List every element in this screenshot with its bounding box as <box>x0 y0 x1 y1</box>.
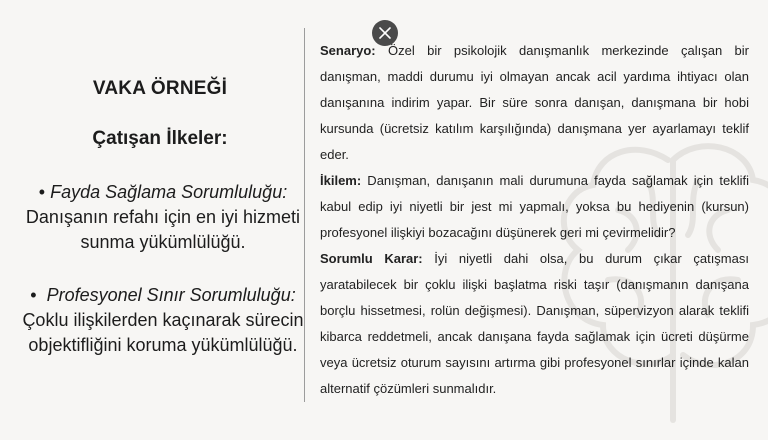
case-text-panel <box>320 38 749 402</box>
scenario-text: Özel bir psikolojik danışmanlık merkezinde çalışan bir danışman, maddi durumu iyi olmayan ancak acil yardıma ihtiyacı olan danışanına indirim yapar. Bir süre sonra danışan, danışmana bir hobi kursunda (ücretsiz katılım karşılığında) danışmana yer ayarlamayı teklif eder. <box>320 43 749 162</box>
divider <box>304 28 305 402</box>
left-panel <box>0 0 304 419</box>
principle-desc: Danışanın refahı için en iyi hizmeti sunma yükümlülüğü. <box>25 207 301 252</box>
scenario-label: Senaryo: <box>320 43 376 58</box>
case-title: VAKA ÖRNEĞİ <box>92 78 228 99</box>
dilemma-label: İkilem: <box>320 173 362 188</box>
principle-item <box>18 180 308 255</box>
dilemma-text: Danışman, danışanın mali durumuna fayda sağlamak için teklifi kabul edip iyi niyetli bir jest mi yapmalı, yoksa bu hediyenin (kursun) profesyonel ilişkiyi bozacağını düşünerek geri mi çevirmelidir? <box>320 173 749 240</box>
principle-name: Fayda Sağlama Sorumluluğu: <box>50 182 288 202</box>
decision-text: İyi niyetli dahi olsa, bu durum çıkar çatışması yaratabilecek bir çoklu ilişki başlatma riski taşır (danışmanın danışana borçlu hissetmesi, rolün değişmesi). Danışman, süpervizyon alarak teklifi kibarca reddetmeli, ancak danışana fayda sağlamak için ücreti düşürme veya ücretsiz oturum sayısını artırma gibi profesyonel sınırlar içinde kalan alternatif çözümleri sunmalıdır. <box>320 251 749 396</box>
principles-title: Çatışan İlkeler: <box>92 128 228 149</box>
principle-desc: Çoklu ilişkilerden kaçınarak sürecin objektifliğini koruma yükümlülüğü. <box>22 310 304 355</box>
bullet-icon: • <box>30 285 47 305</box>
principle-name: Profesyonel Sınır Sorumluluğu: <box>46 285 296 305</box>
decision-paragraph <box>320 246 749 402</box>
decision-label: Sorumlu Karar: <box>320 251 423 266</box>
bullet-icon: • <box>38 182 51 202</box>
scenario-paragraph <box>320 38 749 168</box>
principle-item <box>18 283 308 358</box>
dilemma-paragraph <box>320 168 749 246</box>
